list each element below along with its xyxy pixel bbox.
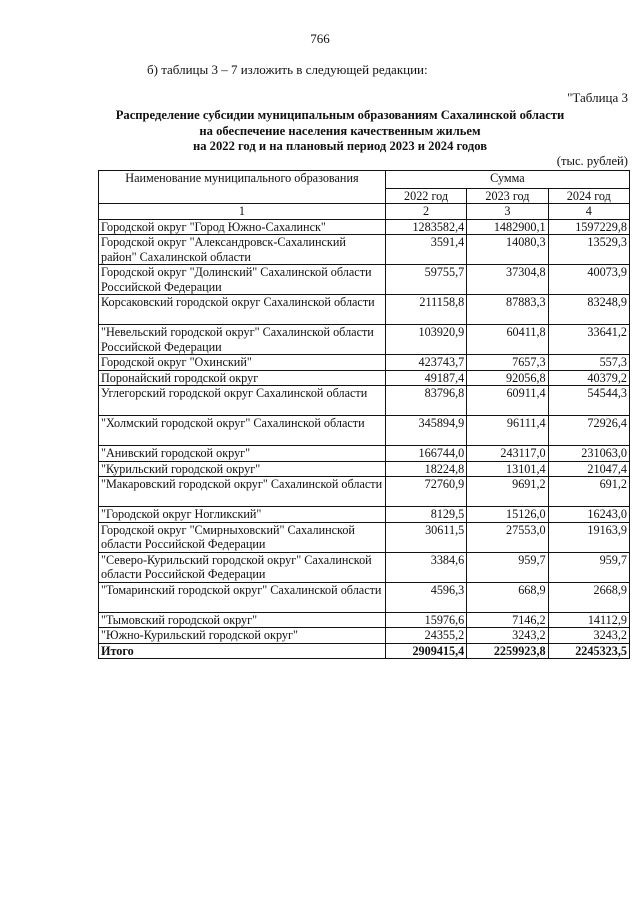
municipality-name: Городской округ "Александровск-Сахалинский район" Сахалинской области	[99, 235, 386, 265]
municipality-name: "Макаровский городской округ" Сахалинской области	[99, 477, 386, 507]
table-row	[99, 446, 630, 462]
municipality-name: "Холмский городской округ" Сахалинской области	[99, 416, 386, 446]
value-2023: 7146,2	[467, 612, 548, 628]
value-2022: 423743,7	[385, 355, 466, 371]
table-row	[99, 386, 630, 416]
value-2022: 15976,6	[385, 612, 466, 628]
table-row	[99, 507, 630, 523]
value-2024: 231063,0	[548, 446, 629, 462]
value-2024: 54544,3	[548, 386, 629, 416]
table-row	[99, 552, 630, 582]
value-2024: 557,3	[548, 355, 629, 371]
table-row	[99, 219, 630, 235]
column-number: 2	[385, 204, 466, 219]
municipality-name: Поронайский городской округ	[99, 370, 386, 386]
value-2024: 16243,0	[548, 507, 629, 523]
value-2022: 59755,7	[385, 265, 466, 295]
value-2023: 7657,3	[467, 355, 548, 371]
municipality-name: "Городской округ Ногликский"	[99, 507, 386, 523]
value-2023: 87883,3	[467, 295, 548, 325]
subsidy-table	[98, 170, 630, 659]
value-2022: 103920,9	[385, 325, 466, 355]
column-number: 1	[99, 204, 386, 219]
value-2023: 60911,4	[467, 386, 548, 416]
value-2022: 49187,4	[385, 370, 466, 386]
value-2023: 27553,0	[467, 522, 548, 552]
municipality-name: Городской округ "Охинский"	[99, 355, 386, 371]
table-row	[99, 370, 630, 386]
value-2024: 2668,9	[548, 582, 629, 612]
value-2023: 1482900,1	[467, 219, 548, 235]
value-2023: 668,9	[467, 582, 548, 612]
municipality-name: Городской округ "Город Южно-Сахалинск"	[99, 219, 386, 235]
title-line: на 2022 год и на плановый период 2023 и 2024 годов	[192, 139, 488, 153]
municipality-name: Городской округ "Смирныховский" Сахалинской области Российской Федерации	[99, 522, 386, 552]
table-title	[60, 108, 620, 155]
value-2022: 3384,6	[385, 552, 466, 582]
municipality-name: Корсаковский городской округ Сахалинской области	[99, 295, 386, 325]
municipality-name: "Невельский городской округ" Сахалинской области Российской Федерации	[99, 325, 386, 355]
value-2024: 72926,4	[548, 416, 629, 446]
value-2023: 37304,8	[467, 265, 548, 295]
value-2023: 14080,3	[467, 235, 548, 265]
units-label: (тыс. рублей)	[556, 154, 628, 168]
value-2024: 959,7	[548, 552, 629, 582]
value-2022: 3591,4	[385, 235, 466, 265]
value-2023: 243117,0	[467, 446, 548, 462]
table-row	[99, 355, 630, 371]
title-line: Распределение субсидии муниципальным образованиям Сахалинской области	[115, 108, 565, 122]
value-2023: 60411,8	[467, 325, 548, 355]
title-line: на обеспечение населения качественным жильем	[199, 123, 481, 138]
value-2024: 33641,2	[548, 325, 629, 355]
table-row	[99, 325, 630, 355]
column-number: 3	[467, 204, 548, 219]
municipality-name: Городской округ "Долинский" Сахалинской области Российской Федерации	[99, 265, 386, 295]
column-number: 4	[548, 204, 629, 219]
value-2024: 14112,9	[548, 612, 629, 628]
value-2022: 18224,8	[385, 461, 466, 477]
value-2024: 691,2	[548, 477, 629, 507]
value-2024: 21047,4	[548, 461, 629, 477]
value-2023: 15126,0	[467, 507, 548, 523]
page-number: 766	[310, 31, 330, 46]
municipality-name: "Тымовский городской округ"	[99, 612, 386, 628]
value-2023: 92056,8	[467, 370, 548, 386]
table-row	[99, 612, 630, 628]
table-label: "Таблица 3	[567, 90, 628, 105]
table-row	[99, 416, 630, 446]
value-2023: 13101,4	[467, 461, 548, 477]
header-year: 2023 год	[467, 189, 548, 204]
value-2022: 24355,2	[385, 628, 466, 644]
value-2022: 8129,5	[385, 507, 466, 523]
value-2024: 83248,9	[548, 295, 629, 325]
value-2022: 345894,9	[385, 416, 466, 446]
value-2022: 211158,8	[385, 295, 466, 325]
value-2022: 4596,3	[385, 582, 466, 612]
header-name: Наименование муниципального образования	[99, 171, 386, 204]
table-row	[99, 477, 630, 507]
municipality-name: "Северо-Курильский городской округ" Сахалинской области Российской Федерации	[99, 552, 386, 582]
table-row	[99, 265, 630, 295]
value-2024: 3243,2	[548, 628, 629, 644]
total-row	[99, 643, 630, 659]
total-2024: 2245323,5	[548, 643, 629, 659]
value-2023: 959,7	[467, 552, 548, 582]
total-label: Итого	[99, 643, 386, 659]
table-row	[99, 628, 630, 644]
table-row	[99, 522, 630, 552]
value-2022: 1283582,4	[385, 219, 466, 235]
total-2022: 2909415,4	[385, 643, 466, 659]
municipality-name: "Курильский городской округ"	[99, 461, 386, 477]
value-2023: 96111,4	[467, 416, 548, 446]
municipality-name: "Томаринский городской округ" Сахалинской области	[99, 582, 386, 612]
table-row	[99, 461, 630, 477]
total-2023: 2259923,8	[467, 643, 548, 659]
value-2022: 30611,5	[385, 522, 466, 552]
table-row	[99, 295, 630, 325]
municipality-name: Углегорский городской округ Сахалинской области	[99, 386, 386, 416]
value-2022: 72760,9	[385, 477, 466, 507]
value-2023: 9691,2	[467, 477, 548, 507]
value-2024: 40073,9	[548, 265, 629, 295]
value-2024: 40379,2	[548, 370, 629, 386]
value-2022: 166744,0	[385, 446, 466, 462]
intro-text: б) таблицы 3 – 7 изложить в следующей редакции:	[147, 62, 428, 77]
value-2024: 1597229,8	[548, 219, 629, 235]
value-2024: 19163,9	[548, 522, 629, 552]
header-sum: Сумма	[385, 171, 629, 189]
municipality-name: "Южно-Курильский городской округ"	[99, 628, 386, 644]
header-year: 2024 год	[548, 189, 629, 204]
table-row	[99, 235, 630, 265]
value-2022: 83796,8	[385, 386, 466, 416]
table-row	[99, 582, 630, 612]
header-year: 2022 год	[385, 189, 466, 204]
value-2023: 3243,2	[467, 628, 548, 644]
municipality-name: "Анивский городской округ"	[99, 446, 386, 462]
value-2024: 13529,3	[548, 235, 629, 265]
